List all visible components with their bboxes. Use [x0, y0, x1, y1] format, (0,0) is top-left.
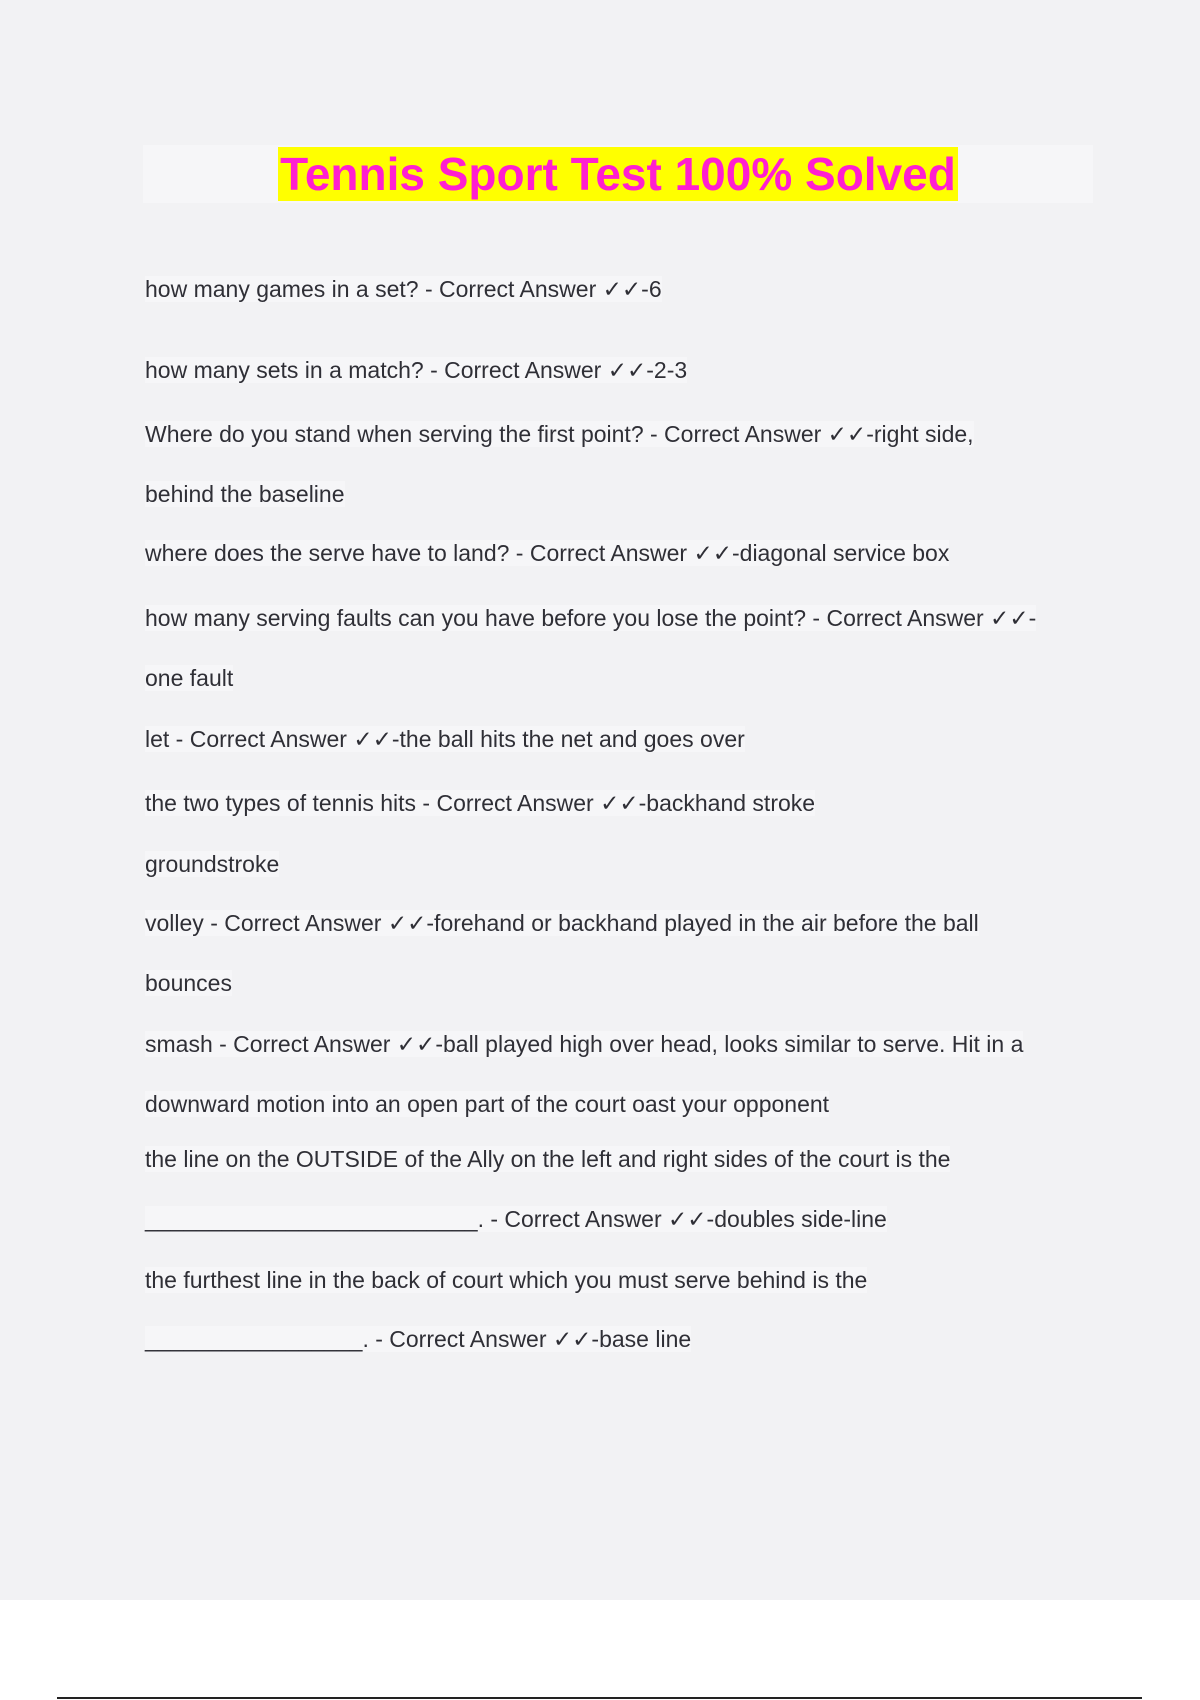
qa-line [145, 1265, 867, 1295]
qa-line [145, 355, 687, 385]
qa-line-text: how many sets in a match? - Correct Answer ✓✓-2-3 [145, 357, 688, 383]
qa-line-text: one fault [145, 665, 234, 691]
qa-line-text: the line on the OUTSIDE of the Ally on the left and right sides of the court is the [145, 1146, 951, 1172]
qa-line [145, 1144, 950, 1174]
qa-line [145, 419, 974, 449]
qa-line-text: volley - Correct Answer ✓✓-forehand or backhand played in the air before the ball [145, 910, 979, 936]
title-band [143, 145, 1093, 203]
qa-line [145, 603, 1036, 633]
qa-line-text: behind the baseline [145, 481, 345, 507]
footer-rule [57, 1697, 1142, 1699]
qa-line [145, 1204, 887, 1234]
qa-line [145, 968, 232, 998]
qa-line-text: how many serving faults can you have before you lose the point? - Correct Answer ✓✓- [145, 605, 1037, 631]
document-title: Tennis Sport Test 100% Solved [280, 148, 956, 200]
qa-line-text: the furthest line in the back of court which you must serve behind is the [145, 1267, 868, 1293]
qa-line [145, 1089, 829, 1119]
qa-line-text: bounces [145, 970, 232, 996]
qa-line-text: downward motion into an open part of the court oast your opponent [145, 1091, 830, 1117]
qa-line-text: where does the serve have to land? - Correct Answer ✓✓-diagonal service box [145, 540, 950, 566]
qa-line [145, 849, 279, 879]
qa-line-text: groundstroke [145, 851, 280, 877]
qa-line [145, 788, 815, 818]
qa-line [145, 908, 979, 938]
qa-line [145, 724, 745, 754]
qa-line [145, 1029, 1023, 1059]
qa-line-text: __________________________. - Correct Answer ✓✓-doubles side-line [145, 1206, 887, 1232]
qa-line-text: let - Correct Answer ✓✓-the ball hits the net and goes over [145, 726, 745, 752]
qa-line [145, 479, 345, 509]
qa-line-text: Where do you stand when serving the first point? - Correct Answer ✓✓-right side, [145, 421, 974, 447]
qa-line-text: how many games in a set? - Correct Answer ✓✓-6 [145, 276, 662, 302]
qa-line [145, 1324, 691, 1354]
qa-line-text: _________________. - Correct Answer ✓✓-base line [145, 1326, 692, 1352]
qa-line [145, 663, 233, 693]
qa-line-text: the two types of tennis hits - Correct Answer ✓✓-backhand stroke [145, 790, 816, 816]
qa-line [145, 274, 662, 304]
qa-line [145, 538, 949, 568]
qa-line-text: smash - Correct Answer ✓✓-ball played high over head, looks similar to serve. Hit in a [145, 1031, 1024, 1057]
